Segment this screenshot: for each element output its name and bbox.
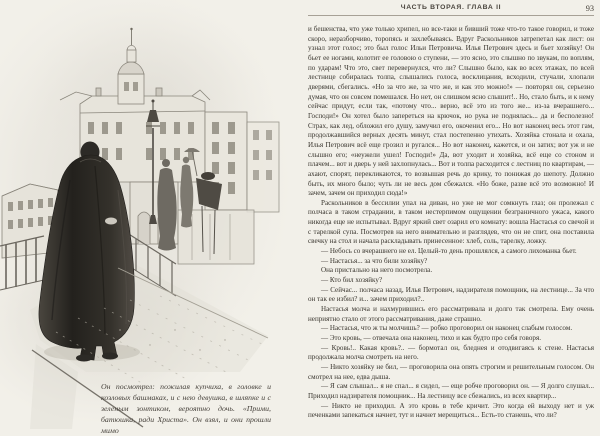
header-rule: [308, 15, 594, 16]
paragraph: — Небось со вчерашнего не ел. Целый-то день прошлялся, а самого лихоманка бьет.: [321, 247, 577, 256]
paragraph: — Настасья... за что били хозяйку?: [321, 256, 428, 265]
page-number: 93: [585, 4, 594, 13]
paragraph: — Никто хозяйку не бил, — проговорила она опять строгим и решительным голосом. Он смотрел на нее, едва дыша.: [308, 362, 594, 381]
paragraph: — Настасья, что ж ты молчишь? — робко проговорил он наконец слабым голосом.: [321, 324, 573, 333]
paragraph: Настасья молча и нахмурившись его рассматривала и долго так смотрела. Ему очень неприятно стало от этого рассматривания, даже страшно.: [308, 305, 594, 323]
paragraph: — Это кровь, — отвечала она наконец, тихо и как будто про себя говоря.: [321, 334, 541, 342]
paragraph: Она пристально на него посмотрела.: [321, 266, 433, 275]
left-page: [0, 0, 300, 435]
illustration-caption: Он посмотрел: пожилая купчиха, в головке и козловых башмаках, и с нею девушка, в шляпке и с зеленым зонтиком, вероятно дочь. «Прими, батюшка, ради Христа». Он взял, и они прошли мимо: [101, 382, 271, 435]
paragraph: — Никто не приходил. А это кровь в тебе кричит. Это когда ей выходу нет и уж печенками запекаться начнет, тут и начнет мерещиться... Есть-то станешь, что ли?: [308, 401, 594, 420]
body-text-column: [308, 25, 594, 428]
paragraph: — Кто бил хозяйку?: [321, 276, 383, 285]
running-title: ЧАСТЬ ВТОРАЯ. ГЛАВА II: [400, 4, 502, 11]
paragraph: — Сейчас... полчаса назад, Илья Петрович, надзирателя помощник, на лестнице... За что он так ее избил? и... зачем приходил?..: [308, 285, 594, 304]
paragraph: — Я сам слышал... я не спал... я сидел, — еще робче проговорил он. — Я долго слушал... Приходил надзирателя помощник... На лестницу все сбежались, из всех квартир...: [308, 382, 594, 400]
paragraph: — Кровь!.. Какая кровь?.. — бормотал он, бледнея и отодвигаясь к стене. Настасья продолжала молча смотреть на него.: [308, 343, 594, 362]
book-illustration: [0, 0, 300, 429]
paragraph: Раскольников в бессилии упал на диван, но уже не мог сомкнуть глаз; он пролежал с полчаса в таком страдании, в таком нестерпимом ощущении безграничного ужаса, какого никогда еще не испытывал. Вдруг яркий свет озарил его комнату: вошла Настасья со свечой и с тарелкой супа. Посмотрев на него внимательно и разглядев, что он не спит, она поставила свечку на стол и начала раскладывать принесенное: хлеб, соль, тарелку, ложку.: [308, 198, 594, 246]
paragraph: и бешенства, что уже только хрипел, но все-таки и бивший тоже что-то такое говорил, и тоже скоро, неразборчиво, торопясь и захлебываясь. Вдруг Раскольников затрепетал как лист: он узнал этот голос; это был голос Ильи Петровича. Илья Петрович здесь и бьет хозяйку! Он бьет ее ногами, колотит ее головою о ступени, — это ясно, это слышно по звукам, по воплям, по ударам! Что это, свет перевернулся, что ли? Слышно было, как во всех этажах, по всей лестнице собиралась толпа, слышались голоса, восклицания, всходили, стучали, хлопали дверями, сбегались. «Но за что же, за что же, и как это можно!» — повторял он, серьезно думая, что он совсем помешался. Но нет, он слишком ясно слышит!.. Но, стало быть, и к нему сейчас придут, если так, «потому что... верно, всё это из того же... из-за вчерашнего... Господи!» Он хотел было запереться на крючок, но рука не поднялась... да и бесполезно! Страх, как лед, обложил его душу, замучил его, окоченил его... Но вот наконец весь этот гам, продолжавшийся верных десять минут, стал постепенно утихать. Хозяйка стонала и охала, Илья Петрович всё еще грозил и ругался... Но вот наконец, кажется, и он затих; вот уж и не слышно его; «неужели ушел! Господи!» Да, вот уходит и хозяйка, всё еще со стоном и плачем... вот и дверь у ней захлопнулась... Вот и толпа расходится с лестниц по квартирам, — ахают, спорят, перекликаются, то возвышая речь до крику, то понижая до шепоту. Должно быть, их много было; чуть ли не весь дом сбежался. «Но боже, разве всё это возможно! И зачем, зачем он приходил сюда!»: [308, 25, 594, 198]
right-page: [308, 0, 594, 429]
